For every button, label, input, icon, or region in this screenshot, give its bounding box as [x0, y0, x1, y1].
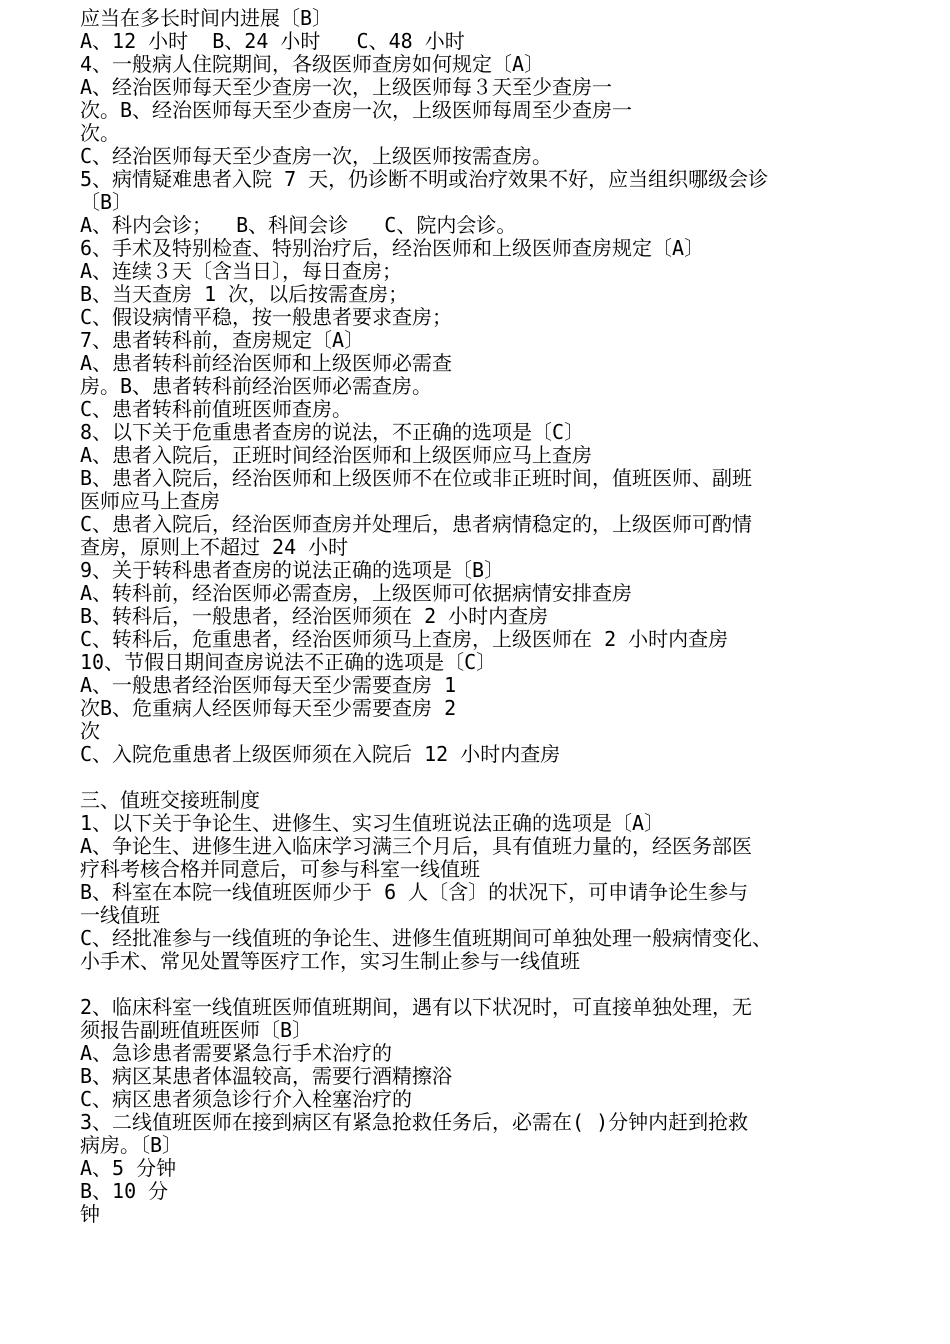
question-2: 2、临床科室一线值班医师值班期间，遇有以下状况时，可直接单独处理，无 — [80, 995, 753, 1019]
text-line: A、转科前，经治医师必需查房，上级医师可依据病情安排查房 — [80, 581, 633, 605]
text-line: A、一般患者经治医师每天至少需要查房 1 — [80, 673, 457, 697]
text-line: A、患者转科前经治医师和上级医师必需查 — [80, 351, 453, 375]
text-line: 次B、危重病人经医师每天至少需要查房 2 — [80, 696, 457, 720]
text-line: B、患者入院后，经治医师和上级医师不在位或非正班时间，值班医师、副班 — [80, 466, 753, 490]
question-7: 7、患者转科前，查房规定〔A〕 — [80, 328, 365, 352]
text-line: 小手术、常见处置等医疗工作，实习生制止参与一线值班 — [80, 949, 580, 973]
question-9: 9、关于转科患者查房的说法正确的选项是〔B〕 — [80, 558, 505, 582]
text-line: A、急诊患者需要紧急行手术治疗的 — [80, 1041, 393, 1065]
text-line: C、病区患者须急诊行介入栓塞治疗的 — [80, 1087, 413, 1111]
question-5: 5、病情疑难患者入院 7 天，仍诊断不明或治疗效果不好，应当组织哪级会诊 — [80, 167, 769, 191]
text-line: 钟 — [80, 1202, 100, 1226]
text-line: 次 — [80, 719, 100, 743]
text-line: A、争论生、进修生进入临床学习满三个月后，具有值班力量的，经医务部医 — [80, 834, 753, 858]
text-line: C、经批准参与一线值班的争论生、进修生值班期间可单独处理一般病情变化、 — [80, 926, 773, 950]
question-3: 3、二线值班医师在接到病区有紧急抢救任务后，必需在( )分钟内赶到抢救 — [80, 1110, 749, 1134]
text-line: A、5 分钟 — [80, 1156, 177, 1180]
text-line: C、患者入院后，经治医师查房并处理后，患者病情稳定的，上级医师可酌情 — [80, 512, 753, 536]
text-line: 应当在多长时间内进展〔B〕 — [80, 6, 333, 30]
text-line: A、经治医师每天至少查房一次，上级医师每３天至少查房一 — [80, 75, 613, 99]
text-line: 病房。〔B〕 — [80, 1133, 183, 1157]
text-line: C、经治医师每天至少查房一次，上级医师按需查房。 — [80, 144, 553, 168]
text-line: 〔B〕 — [80, 190, 133, 214]
text-line: 一线值班 — [80, 903, 160, 927]
section-heading: 三、值班交接班制度 — [80, 788, 260, 812]
text-line: 次。B、经治医师每天至少查房一次，上级医师每周至少查房一 — [80, 98, 633, 122]
text-line: 须报告副班值班医师〔B〕 — [80, 1018, 313, 1042]
text-line: B、科室在本院一线值班医师少于 6 人〔含〕的状况下，可申请争论生参与 — [80, 880, 749, 904]
answer-options: A、科内会诊； B、科间会诊 C、院内会诊。 — [80, 213, 517, 237]
blank-line — [80, 973, 870, 996]
text-line: C、假设病情平稳，按一般患者要求查房； — [80, 305, 453, 329]
question-6: 6、手术及特别检查、特别治疗后，经治医师和上级医师查房规定〔A〕 — [80, 236, 705, 260]
text-line: B、10 分 — [80, 1179, 169, 1203]
document-body — [80, 7, 870, 1226]
text-line: 疗科考核合格并同意后，可参与科室一线值班 — [80, 857, 480, 881]
blank-line — [80, 766, 870, 789]
text-line: B、转科后，一般患者，经治医师须在 2 小时内查房 — [80, 604, 549, 628]
text-line: 医师应马上查房 — [80, 489, 220, 513]
question-1: 1、以下关于争论生、进修生、实习生值班说法正确的选项是〔A〕 — [80, 811, 665, 835]
text-line: C、转科后，危重患者，经治医师须马上查房，上级医师在 2 小时内查房 — [80, 627, 729, 651]
text-line: 查房，原则上不超过 24 小时 — [80, 535, 349, 559]
text-line: A、患者入院后，正班时间经治医师和上级医师应马上查房 — [80, 443, 593, 467]
text-line: 次。 — [80, 121, 120, 145]
text-line: 房。B、患者转科前经治医师必需查房。 — [80, 374, 433, 398]
text-line: C、入院危重患者上级医师须在入院后 12 小时内查房 — [80, 742, 561, 766]
answer-options: A、12 小时 B、24 小时 C、48 小时 — [80, 29, 465, 53]
question-8: 8、以下关于危重患者查房的说法，不正确的选项是〔C〕 — [80, 420, 585, 444]
question-10: 10、节假日期间查房说法不正确的选项是〔C〕 — [80, 650, 497, 674]
text-line: A、连续３天〔含当日〕，每日查房； — [80, 259, 403, 283]
text-line: C、患者转科前值班医师查房。 — [80, 397, 353, 421]
text-line: B、病区某患者体温较高，需要行酒精擦浴 — [80, 1064, 453, 1088]
question-4: 4、一般病人住院期间，各级医师查房如何规定〔A〕 — [80, 52, 545, 76]
text-line: B、当天查房 1 次，以后按需查房； — [80, 282, 409, 306]
